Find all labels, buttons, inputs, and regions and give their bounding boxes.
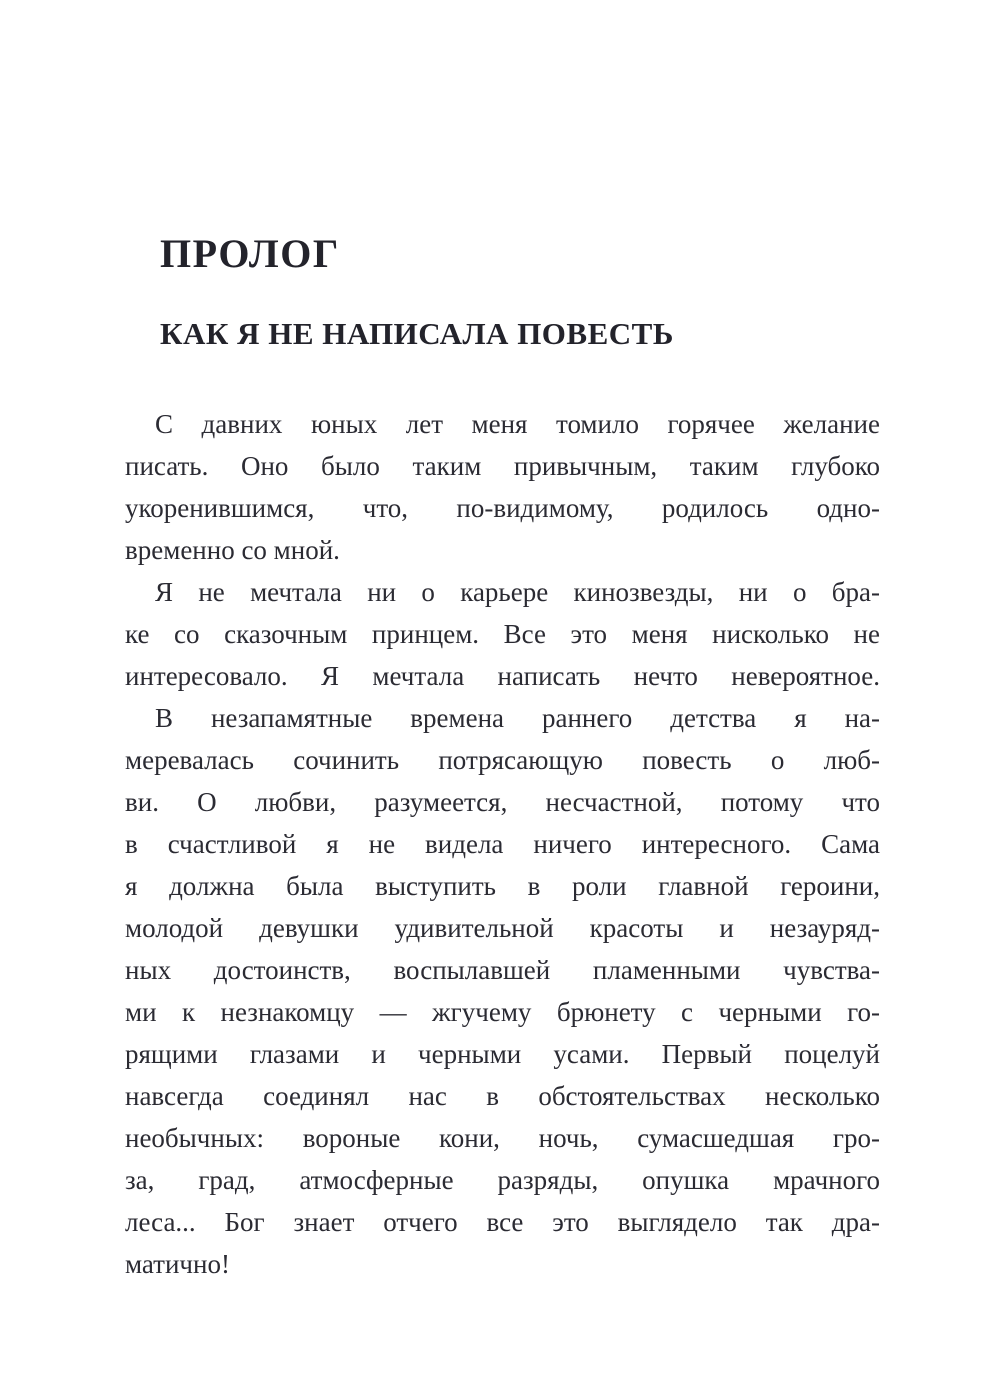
text-line: меревалась сочинить потрясающую повесть о люб- [125, 745, 880, 775]
body-text [125, 403, 880, 1285]
text-line: ви. О любви, разумеется, несчастной, потому что [125, 787, 880, 817]
text-line: за, град, атмосферные разряды, опушка мрачного [125, 1165, 880, 1195]
text-line: навсегда соединял нас в обстоятельствах несколько [125, 1081, 880, 1111]
text-line: Я не мечтала ни о карьере кинозвезды, ни о бра- [155, 577, 880, 607]
text-line: молодой девушки удивительной красоты и незауряд- [125, 913, 880, 943]
text-line: интересовало. Я мечтала написать нечто невероятное. [125, 661, 880, 691]
chapter-subtitle: КАК Я НЕ НАПИСАЛА ПОВЕСТЬ [160, 316, 674, 351]
text-line: рящими глазами и черными усами. Первый поцелуй [125, 1039, 880, 1069]
text-line: ных достоинств, воспылавшей пламенными чувства- [125, 955, 880, 985]
text-line: в счастливой я не видела ничего интересного. Сама [125, 829, 880, 859]
paragraph [125, 697, 880, 1285]
text-line: ми к незнакомцу — жгучему брюнету с черными го- [125, 997, 880, 1027]
text-line: леса... Бог знает отчего все это выглядело так дра- [125, 1207, 880, 1237]
text-line: матично! [125, 1249, 230, 1279]
text-line: писать. Оно было таким привычным, таким глубоко [125, 451, 880, 481]
text-line: укоренившимся, что, по-видимому, родилось одно- [125, 493, 880, 523]
text-line: ке со сказочным принцем. Все это меня нисколько не [125, 619, 880, 649]
text-line: С давних юных лет меня томило горячее желание [155, 409, 880, 439]
paragraph [125, 403, 880, 571]
text-line: я должна была выступить в роли главной героини, [125, 871, 880, 901]
text-line: необычных: вороные кони, ночь, сумасшедшая гро- [125, 1123, 880, 1153]
chapter-title: ПРОЛОГ [160, 231, 340, 276]
text-line: временно со мной. [125, 535, 340, 565]
text-line: В незапамятные времена раннего детства я на- [155, 703, 880, 733]
paragraph [125, 571, 880, 697]
